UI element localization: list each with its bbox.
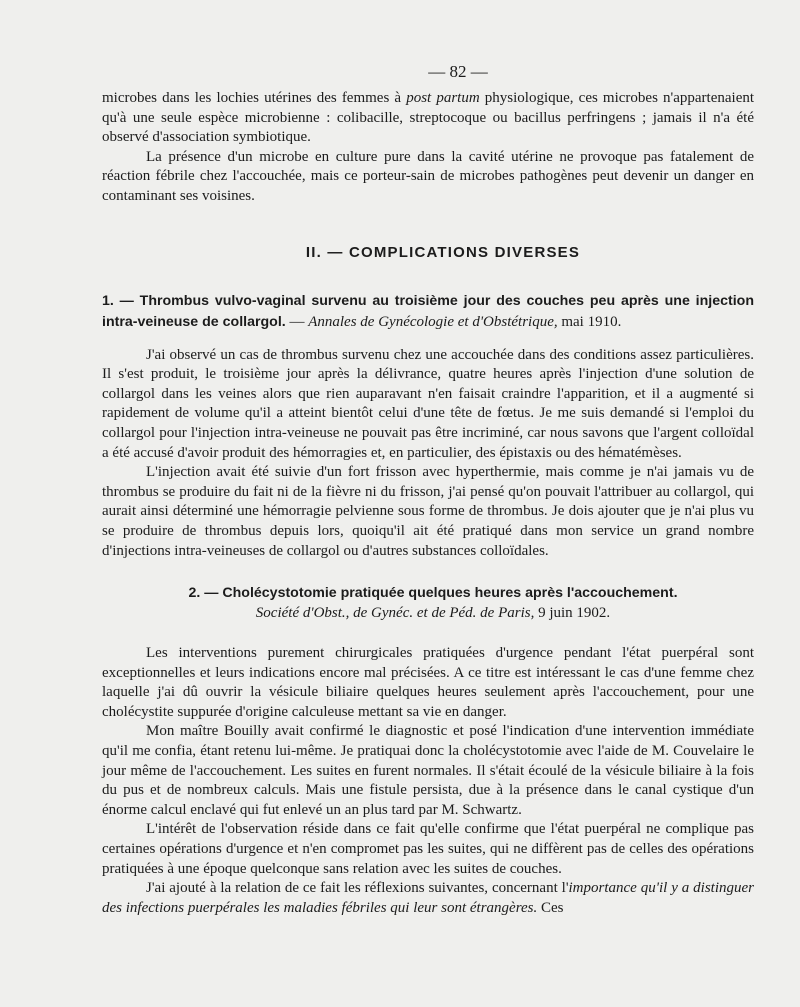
entry-2-p4-text: J'ai ajouté à la relation de ce fait les réflexions suivantes, concernant l' xyxy=(146,880,569,897)
entry-2-paragraph-2: Mon maître Bouilly avait confirmé le diagnostic et posé l'indication d'une intervention immédiate qu'il me confia, étant retenu lui-même. Je pratiquai donc la cholécystotomie avec l'aide de M. Couvelaire le jour même de l'accouchement. Les suites en furent normales. Il s'était écoulé de la vésicule biliaire à la fois du pus et de nombreux calculs. Mais une fistule persista, due à la présence dans le canal cystique d'un énorme calcul enclavé qui fut enlevé un an plus tard par M. Schwartz. xyxy=(102,723,754,818)
intro-italic: post partum xyxy=(406,90,480,106)
intro-paragraph-1 xyxy=(102,89,754,148)
entry-1-date: mai 1910. xyxy=(557,313,622,330)
intro-paragraph-2: La présence d'un microbe en culture pure dans la cavité utérine ne provoque pas fatalement de réaction fébrile chez l'accouchée, mais ce porteur-sain de microbes pathogènes peut devenir un danger en contaminant ses voisines. xyxy=(102,148,754,204)
entry-2-title xyxy=(112,583,754,623)
entry-1-paragraph-1: J'ai observé un cas de thrombus survenu chez une accouchée dans des conditions assez particulières. Il s'est produit, le troisième jour après la délivrance, quatre heures après l'injection d'une solution de collargol dans les veines alors que rien auparavant n'en faisait craindre l'apparition, et il a augmenté si rapidement de volume qu'il a atteint bientôt celui d'une tête de fœtus. Je me suis demandé si l'emploi du collargol pour l'injection intra-veineuse ne pouvait pas être incriminé, car nous savons que l'argent colloïdal a été accusé d'avoir produit des hémorragies et, en particulier, des épistaxis ou des hématémèses. xyxy=(102,346,754,461)
entry-2-p4-italic: importance qu'il y a distinguer des infections puerpérales les maladies fébriles qui leur sont étrangères. xyxy=(102,880,754,916)
entry-1-title-bold: 1. — Thrombus vulvo-vaginal survenu au troisième jour des couches peu après une injection intra-veineuse de collargol. xyxy=(102,292,754,330)
intro-text-cont: physiologique, ces microbes n'appartenaient qu'à une seule espèce microbienne : colibacille, streptocoque ou bacillus perfringens ; jamais il n'a été observé d'association symbiotique. xyxy=(102,90,755,146)
entry-1-paragraph-2: L'injection avait été suivie d'un fort frisson avec hyperthermie, mais comme je n'ai jamais vu de thrombus se produire du fait ni de la fièvre ni du frisson, j'ai pensé qu'on pouvait l'attribuer au collargol, qui aurait ainsi déterminé une hémorragie pelvienne sous forme de thrombus. Je dois ajouter que je n'ai plus vu se produire de thrombus depuis lors, quoiqu'il ait été pratiqué dans mon service un grand nombre d'injections intra-veineuses de collargol ou d'autres substances colloïdales. xyxy=(102,464,754,559)
entry-2-p4-text-end: Ces xyxy=(537,899,564,916)
page-number: — 82 — xyxy=(428,62,488,81)
entry-1-dash: — xyxy=(285,313,309,330)
entry-2-paragraph-4 xyxy=(102,879,754,918)
intro-text: microbes dans les lochies utérines des femmes à xyxy=(102,90,407,106)
entry-2-paragraph-1: Les interventions purement chirurgicales pratiquées d'urgence pendant l'état puerpéral sont exceptionnelles et leurs indications encore mal précisées. A ce titre est intéressant le cas d'une femme chez laquelle j'ai dû ouvrir la vésicule biliaire quelques heures seulement après l'accouchement, pour une cholécystite suppurée d'origine calculeuse mettant sa vie en danger. xyxy=(102,645,754,720)
entry-2-date: 9 juin 1902. xyxy=(534,605,611,622)
entry-2-title-bold: 2. — Cholécystotomie pratiquée quelques heures après l'accouchement. xyxy=(188,585,678,602)
entry-2-source: Société d'Obst., de Gynéc. et de Péd. de Paris, xyxy=(255,605,535,622)
entry-1-title xyxy=(102,291,754,333)
entry-1-source: Annales de Gynécologie et d'Obstétrique, xyxy=(308,313,558,330)
section-heading: II. — COMPLICATIONS DIVERSES xyxy=(305,243,581,261)
entry-2-paragraph-3: L'intérêt de l'observation réside dans ce fait qu'elle confirme que l'état puerpéral ne complique pas certaines opérations d'urgence et n'en compromet pas les suites, qui ne diffèrent pas de celles des opérations pratiquées à une époque quelconque sans relation avec les suites de couches. xyxy=(102,821,754,877)
